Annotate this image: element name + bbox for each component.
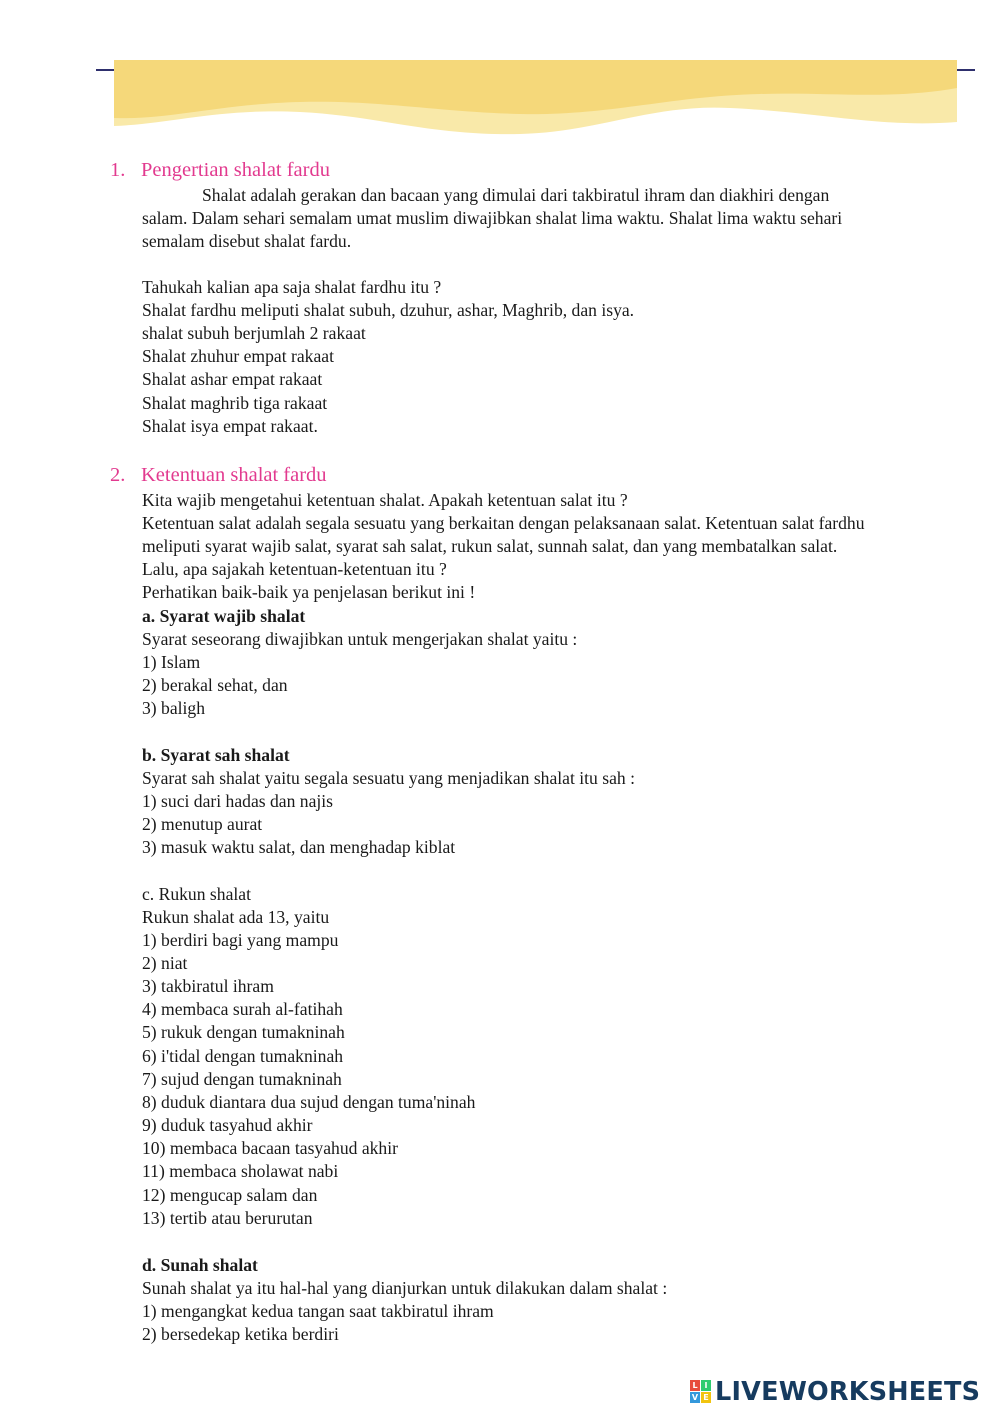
paragraph-line: Perhatikan baik-baik ya penjelasan berikut ini ! xyxy=(142,582,476,602)
paragraph-line: Shalat zhuhur empat rakaat xyxy=(142,346,334,366)
list-item: 8) duduk diantara dua sujud dengan tuma'ninah xyxy=(142,1092,476,1112)
list-item: 3) takbiratul ihram xyxy=(142,976,274,996)
paragraph-line: Tahukah kalian apa saja shalat fardhu itu ? xyxy=(142,277,442,297)
subsection-b-title: b. Syarat sah shalat xyxy=(142,745,290,765)
list-item: 2) bersedekap ketika berdiri xyxy=(142,1324,339,1344)
paragraph-line: Shalat ashar empat rakaat xyxy=(142,369,323,389)
paragraph-line: Shalat adalah gerakan dan bacaan yang dimulai dari takbiratul ihram dan diakhiri dengan xyxy=(202,185,830,205)
paragraph-line: Shalat fardhu meliputi shalat subuh, dzuhur, ashar, Maghrib, dan isya. xyxy=(142,300,635,320)
list-item: 13) tertib atau berurutan xyxy=(142,1208,313,1228)
paragraph-line: shalat subuh berjumlah 2 rakaat xyxy=(142,323,366,343)
list-item: 1) mengangkat kedua tangan saat takbiratul ihram xyxy=(142,1301,494,1321)
list-item: 11) membaca sholawat nabi xyxy=(142,1161,339,1181)
paragraph-line: Shalat maghrib tiga rakaat xyxy=(142,393,328,413)
paragraph-line: Kita wajib mengetahui ketentuan shalat. Apakah ketentuan salat itu ? xyxy=(142,490,628,510)
subsection-c-title: c. Rukun shalat xyxy=(142,884,251,904)
logo-letter-block: I xyxy=(701,1380,711,1391)
paragraph-line: semalam disebut shalat fardu. xyxy=(142,231,352,251)
list-item: 3) baligh xyxy=(142,698,206,718)
logo-letter-block: E xyxy=(701,1392,711,1403)
section1-number: 1. xyxy=(110,159,126,181)
section2-heading xyxy=(110,463,327,487)
list-item: Sunah shalat ya itu hal-hal yang dianjurkan untuk dilakukan dalam shalat : xyxy=(142,1278,668,1298)
logo-blocks-icon xyxy=(690,1379,712,1405)
liveworksheets-logo[interactable] xyxy=(690,1376,980,1408)
logo-letter-block: L xyxy=(690,1380,700,1391)
subsection-d-title: d. Sunah shalat xyxy=(142,1255,258,1275)
list-item: 1) Islam xyxy=(142,652,201,672)
list-item: 10) membaca bacaan tasyahud akhir xyxy=(142,1138,398,1158)
list-item: Syarat seseorang diwajibkan untuk mengerjakan shalat yaitu : xyxy=(142,629,578,649)
header-banner xyxy=(0,0,1000,150)
list-item: 2) berakal sehat, dan xyxy=(142,675,288,695)
list-item: 12) mengucap salam dan xyxy=(142,1185,318,1205)
list-item: 1) suci dari hadas dan najis xyxy=(142,791,334,811)
list-item: Rukun shalat ada 13, yaitu xyxy=(142,907,330,927)
logo-letter-block: V xyxy=(691,1393,699,1402)
section1-heading xyxy=(110,158,330,182)
section1-title: Pengertian shalat fardu xyxy=(141,159,330,181)
subsection-a-title: a. Syarat wajib shalat xyxy=(142,606,306,626)
list-item: 7) sujud dengan tumakninah xyxy=(142,1069,342,1089)
section2-number: 2. xyxy=(110,464,126,486)
list-item: Syarat sah shalat yaitu segala sesuatu yang menjadikan shalat itu sah : xyxy=(142,768,635,788)
list-item: 2) menutup aurat xyxy=(142,814,263,834)
list-item: 1) berdiri bagi yang mampu xyxy=(142,930,339,950)
list-item: 2) niat xyxy=(142,953,188,973)
paragraph-line: Ketentuan salat adalah segala sesuatu yang berkaitan dengan pelaksanaan salat. Ketentuan salat fardhu xyxy=(142,513,865,533)
list-item: 9) duduk tasyahud akhir xyxy=(142,1115,313,1135)
list-item: 5) rukuk dengan tumakninah xyxy=(142,1022,345,1042)
list-item: 4) membaca surah al-fatihah xyxy=(142,999,343,1019)
paragraph-line: Lalu, apa sajakah ketentuan-ketentuan itu ? xyxy=(142,559,447,579)
paragraph-line: Shalat isya empat rakaat. xyxy=(142,416,318,436)
list-item: 6) i'tidal dengan tumakninah xyxy=(142,1046,344,1066)
paragraph-line: salam. Dalam sehari semalam umat muslim diwajibkan shalat lima waktu. Shalat lima waktu sehari xyxy=(142,208,843,228)
logo-text: LIVEWORKSHEETS xyxy=(715,1377,981,1407)
paragraph-line: meliputi syarat wajib salat, syarat sah salat, rukun salat, sunnah salat, dan yang membatalkan salat. xyxy=(142,536,838,556)
section2-title: Ketentuan shalat fardu xyxy=(141,464,327,486)
list-item: 3) masuk waktu salat, dan menghadap kiblat xyxy=(142,837,456,857)
